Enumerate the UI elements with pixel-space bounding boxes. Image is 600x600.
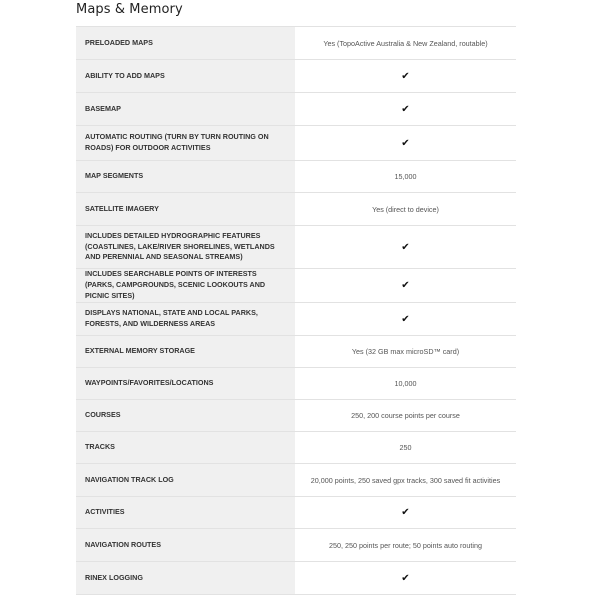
row-value: 20,000 points, 250 saved gpx tracks, 300 saved fit activities <box>295 464 516 497</box>
checkmark-icon: ✔ <box>401 507 410 518</box>
row-label: PRELOADED MAPS <box>76 27 295 60</box>
checkmark-icon: ✔ <box>401 313 410 325</box>
checkmark-icon: ✔ <box>401 572 410 584</box>
table-row <box>76 161 516 193</box>
checkmark-icon: ✔ <box>401 241 410 253</box>
row-label: SATELLITE IMAGERY <box>76 193 295 226</box>
table-row <box>76 400 516 432</box>
row-label: EXTERNAL MEMORY STORAGE <box>76 336 295 368</box>
row-label: TRACKS <box>76 432 295 464</box>
table-row <box>76 269 516 303</box>
row-label: MAP SEGMENTS <box>76 161 295 193</box>
checkmark-icon: ✔ <box>401 137 410 149</box>
section-title: Maps & Memory <box>76 2 183 17</box>
table-row <box>76 193 516 226</box>
row-value: 250, 200 course points per course <box>295 400 516 432</box>
row-label: NAVIGATION TRACK LOG <box>76 464 295 497</box>
row-label: COURSES <box>76 400 295 432</box>
row-value: 10,000 <box>295 368 516 400</box>
table-row <box>76 303 516 336</box>
row-label: AUTOMATIC ROUTING (TURN BY TURN ROUTING ON ROADS) FOR OUTDOOR ACTIVITIES <box>76 126 295 161</box>
checkmark-icon: ✔ <box>401 70 410 82</box>
checkmark-icon: ✔ <box>401 103 410 115</box>
row-label: DISPLAYS NATIONAL, STATE AND LOCAL PARKS, FORESTS, AND WILDERNESS AREAS <box>76 303 295 336</box>
row-label: BASEMAP <box>76 93 295 126</box>
table-row <box>76 336 516 368</box>
row-value: Yes (TopoActive Australia & New Zealand, routable) <box>295 27 516 60</box>
table-row <box>76 368 516 400</box>
table-row <box>76 93 516 126</box>
row-label: ACTIVITIES <box>76 497 295 529</box>
row-value: 250 <box>295 432 516 464</box>
row-value: 250, 250 points per route; 50 points auto routing <box>295 529 516 562</box>
table-row <box>76 529 516 562</box>
row-value: 15,000 <box>295 161 516 193</box>
table-row <box>76 126 516 161</box>
row-label: RINEX LOGGING <box>76 562 295 595</box>
row-label: ABILITY TO ADD MAPS <box>76 60 295 93</box>
table-row <box>76 432 516 464</box>
row-label: INCLUDES SEARCHABLE POINTS OF INTERESTS (PARKS, CAMPGROUNDS, SCENIC LOOKOUTS AND PICNIC SITES) <box>76 269 295 303</box>
checkmark-icon: ✔ <box>401 280 410 291</box>
table-row <box>76 562 516 595</box>
table-row <box>76 497 516 529</box>
row-value: Yes (32 GB max microSD™ card) <box>295 336 516 368</box>
row-value: Yes (direct to device) <box>295 193 516 226</box>
table-row <box>76 226 516 269</box>
row-label: INCLUDES DETAILED HYDROGRAPHIC FEATURES (COASTLINES, LAKE/RIVER SHORELINES, WETLANDS AND PERENNIAL AND SEASONAL STREAMS) <box>76 226 295 269</box>
row-label: WAYPOINTS/FAVORITES/LOCATIONS <box>76 368 295 400</box>
table-row <box>76 60 516 93</box>
table-row <box>76 464 516 497</box>
spec-table <box>76 26 516 595</box>
row-label: NAVIGATION ROUTES <box>76 529 295 562</box>
table-row <box>76 27 516 60</box>
